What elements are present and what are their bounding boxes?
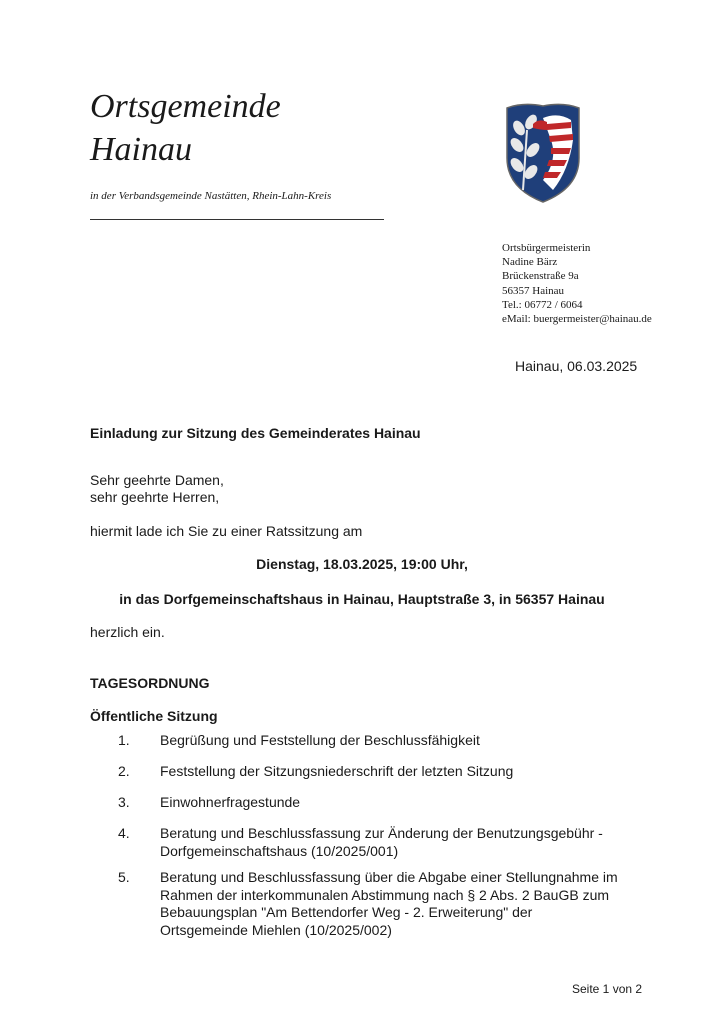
agenda-item-text: Beratung und Beschlussfassung über die Abgabe einer Stellungnahme im [160, 869, 618, 885]
title-line-1: Ortsgemeinde [90, 88, 281, 125]
coat-of-arms-icon [503, 100, 583, 204]
letterhead-divider [90, 219, 384, 220]
sender-phone: Tel.: 06772 / 6064 [502, 298, 583, 311]
agenda-item-text: Feststellung der Sitzungsniederschrift der letzten Sitzung [160, 763, 514, 779]
agenda-item [118, 732, 678, 750]
intro-text: hiermit lade ich Sie zu einer Ratssitzung am [90, 523, 363, 539]
agenda-item-number: 3. [118, 794, 130, 810]
sender-city: 56357 Hainau [502, 284, 565, 297]
agenda-item [118, 825, 678, 860]
agenda-item-number: 4. [118, 825, 130, 841]
salutation [90, 472, 224, 506]
agenda-item [118, 869, 678, 939]
page-number: Seite 1 von 2 [572, 982, 643, 996]
title-line-2: Hainau [90, 131, 192, 168]
meeting-location: in das Dorfgemeinschaftshaus in Hainau, Hauptstraße 3, in 56357 Hainau [119, 591, 605, 607]
sender-street: Brückenstraße 9a [502, 270, 579, 283]
agenda-item-text: Beratung und Beschlussfassung zur Änderung der Benutzungsgebühr - [160, 825, 603, 841]
letter-date: Hainau, 06.03.2025 [515, 358, 638, 374]
sender-email: eMail: buergermeister@hainau.de [502, 313, 652, 326]
salutation-line-2: sehr geehrte Herren, [90, 489, 220, 505]
agenda-item-number: 2. [118, 763, 130, 779]
agenda-item [118, 763, 678, 781]
letter-subject: Einladung zur Sitzung des Gemeinderates Hainau [90, 425, 421, 441]
agenda-heading: TAGESORDNUNG [90, 675, 210, 691]
closing-text: herzlich ein. [90, 624, 165, 640]
agenda-item-text: Ortsgemeinde Miehlen (10/2025/002) [160, 921, 392, 938]
agenda-item-number: 5. [118, 869, 130, 885]
agenda-item-text: Einwohnerfragestunde [160, 794, 301, 810]
agenda-item [118, 794, 678, 812]
sender-role: Ortsbürgermeisterin [502, 242, 591, 254]
sender-name: Nadine Bärz [502, 256, 558, 269]
agenda-item-text: Bebauungsplan "Am Bettendorfer Weg - 2. Erweiterung" der [160, 904, 533, 920]
meeting-datetime: Dienstag, 18.03.2025, 19:00 Uhr, [256, 556, 468, 572]
agenda-item-number: 1. [118, 732, 130, 748]
sender-address [502, 241, 652, 326]
salutation-line-1: Sehr geehrte Damen, [90, 472, 224, 488]
agenda-item-text: Rahmen der interkommunalen Abstimmung nach § 2 Abs. 2 BauGB zum [160, 886, 610, 903]
agenda-section-title: Öffentliche Sitzung [90, 708, 218, 724]
agenda-item-text: Begrüßung und Feststellung der Beschlussfähigkeit [160, 732, 480, 748]
agenda-item-text: Dorfgemeinschaftshaus (10/2025/001) [160, 842, 399, 859]
letterhead-subtitle: in der Verbandsgemeinde Nastätten, Rhein-Lahn-Kreis [90, 190, 332, 202]
